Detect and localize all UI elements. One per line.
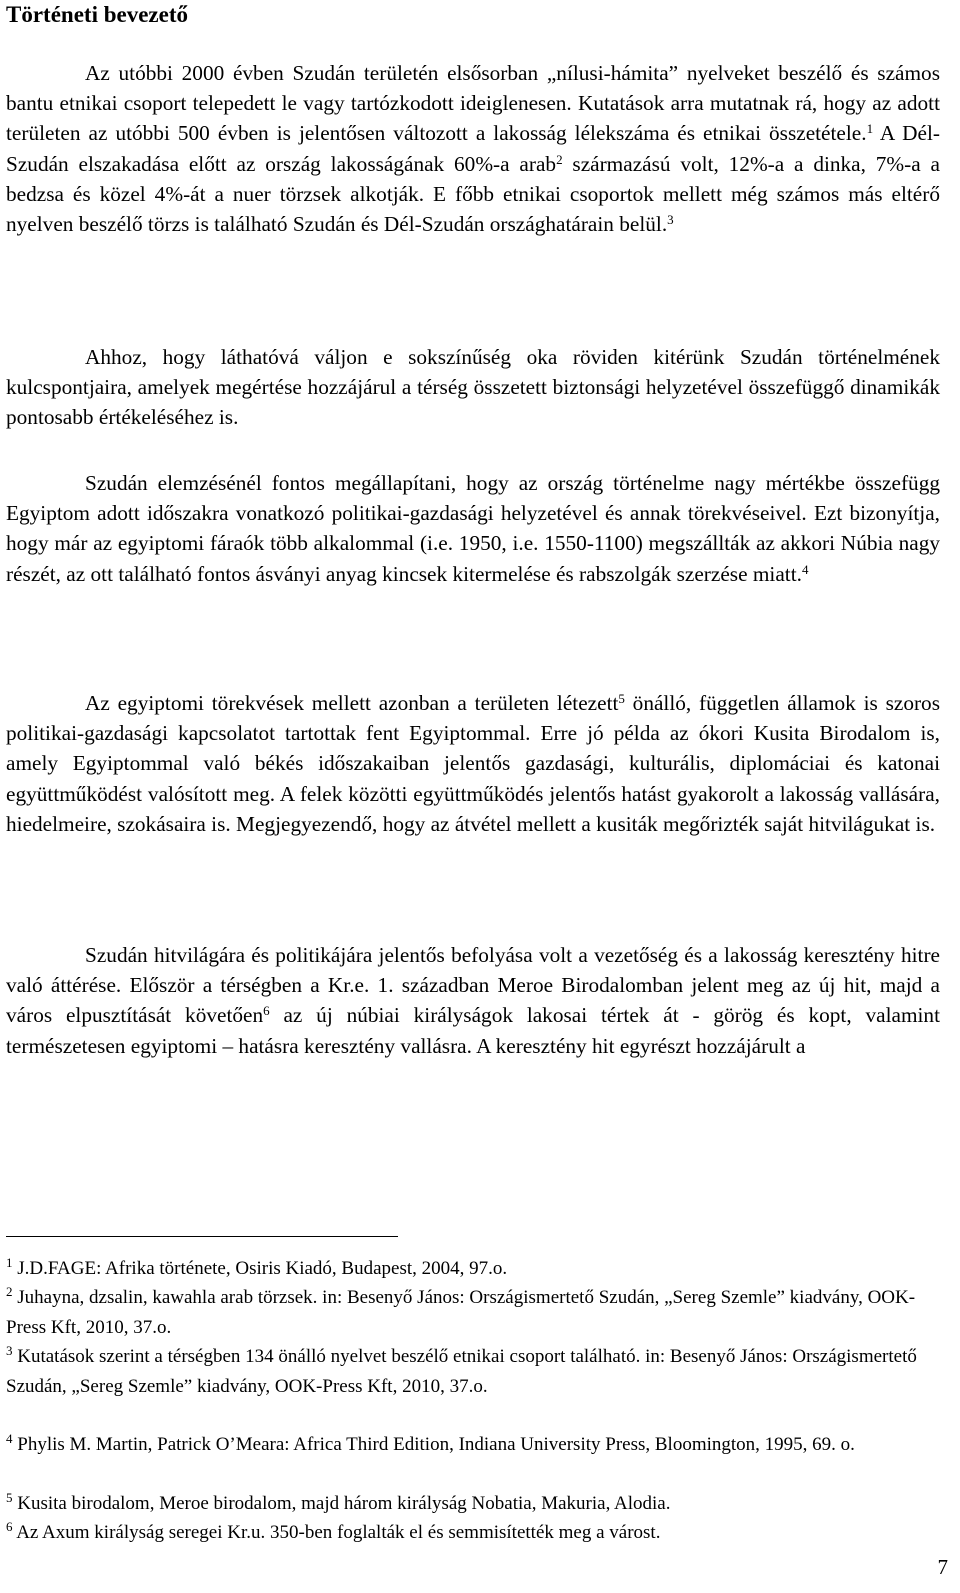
footnote-number: 1 bbox=[6, 1254, 13, 1270]
footnote-ref-5[interactable]: 5 bbox=[618, 690, 625, 706]
paragraph-text: Az utóbbi 2000 évben Szudán területén elsősorban „nílusi-hámita” nyelveket beszélő és számos bantu etnikai csoport telepedett le vagy tartózkodott ideiglenesen. Kutatások arra mutatnak rá, hogy az adott területen az utóbbi 500 évben is jelentősen változott a lakosság lélekszáma és etnikai összetétele. bbox=[6, 61, 940, 146]
section-heading: Történeti bevezető bbox=[6, 2, 189, 27]
footnote-3 bbox=[6, 1342, 930, 1401]
footnote-text: Kusita birodalom, Meroe birodalom, majd három királyság Nobatia, Makuria, Alodia. bbox=[17, 1493, 671, 1514]
footnote-number: 5 bbox=[6, 1489, 13, 1505]
paragraph-1 bbox=[6, 58, 940, 239]
paragraph-4 bbox=[6, 688, 940, 839]
footnote-text: Az Axum királyság seregei Kr.u. 350-ben foglalták el és semmisítették meg a várost. bbox=[16, 1522, 661, 1543]
paragraph-text: Az egyiptomi törekvések mellett azonban a területen létezett bbox=[85, 691, 619, 715]
footnote-ref-6[interactable]: 6 bbox=[263, 1003, 270, 1019]
footnote-5 bbox=[6, 1489, 930, 1519]
footnote-1 bbox=[6, 1254, 930, 1284]
paragraph-text: Szudán elemzésénél fontos megállapítani, hogy az ország történelme nagy mértékbe összefügg Egyiptom adott időszakra vonatkozó politikai-gazdasági helyzetével és annak törekvéseivel. Ezt bizonyítja, hogy már az egyiptomi fáraók több alkalommal (i.e. 1950, i.e. 1550-1100) megszállták az akkori Núbia nagy részét, az ott található fontos ásványi anyag kincsek kitermelése és rabszolgák szerzése miatt. bbox=[6, 471, 940, 586]
paragraph-text: Szudán hitvilágára és politikájára jelentős befolyása volt a vezetőség és a lakosság keresztény hitre való áttérése. Először a térségben a Kr.e. 1. században Meroe Birodalomban jelent meg az új hit, majd a város elpusztítását követően bbox=[6, 943, 940, 1028]
footnote-ref-1[interactable]: 1 bbox=[866, 121, 874, 137]
footnote-text: Juhayna, dzsalin, kawahla arab törzsek. in: Besenyő János: Országismertető Szudán, „Sereg Szemle” kiadvány, OOK-Press Kft, 2010, 37.o. bbox=[6, 1287, 916, 1338]
footnote-divider bbox=[6, 1236, 398, 1237]
paragraph-2 bbox=[6, 342, 940, 433]
page-number: 7 bbox=[937, 1555, 948, 1579]
paragraph-text: származású volt, 12%-a a dinka, 7%-a a bedzsa és közel 4%-át a nuer törzsek alkotják. E főbb etnikai csoportok mellett még számos más eltérő nyelven beszélő törzs is található Szudán és Dél-Szudán országhatárain belül. bbox=[6, 151, 940, 237]
footnote-number: 2 bbox=[6, 1283, 13, 1299]
paragraph-3 bbox=[6, 468, 940, 589]
footnote-text: Phylis M. Martin, Patrick O’Meara: Africa Third Edition, Indiana University Press, Bloomington, 1995, 69. o. bbox=[17, 1434, 855, 1455]
paragraph-5 bbox=[6, 940, 940, 1061]
footnote-number: 4 bbox=[6, 1430, 13, 1446]
footnote-4 bbox=[6, 1430, 930, 1460]
footnote-text: J.D.FAGE: Afrika története, Osiris Kiadó, Budapest, 2004, 97.o. bbox=[17, 1258, 508, 1279]
footnote-ref-2[interactable]: 2 bbox=[556, 151, 563, 167]
paragraph-text: A Dél-Szudán elszakadása előtt az ország lakosságának 60%-a arab bbox=[6, 121, 940, 176]
footnote-number: 6 bbox=[6, 1518, 13, 1534]
paragraph-text: önálló, független államok is szoros politikai-gazdasági kapcsolatot tartottak fent Egyiptommal. Erre jó példa az ókori Kusita Birodalom is, amely Egyiptommal való békés időszakaiban jelentős gazdasági, kulturális, diplomáciai és katonai együttműködést valósított meg. A felek közötti együttműködés jelentős hatást gyakorolt a lakosság vallására, hiedelmeire, szokásaira is. Megjegyezendő, hogy az átvétel mellett a kusiták megőrizték saját hitvilágukat is. bbox=[6, 691, 940, 836]
footnote-2 bbox=[6, 1283, 930, 1342]
footnote-number: 3 bbox=[6, 1342, 13, 1358]
paragraph-text: az új núbiai királyságok lakosai tértek át - görög és kopt, valamint természetesen egyiptomi – hatásra keresztény vallásra. A keresztény hit egyrészt hozzájárult a bbox=[6, 1003, 940, 1058]
paragraph-text: Ahhoz, hogy láthatóvá váljon e sokszínűség oka röviden kitérünk Szudán történelmének kulcspontjaira, amelyek megértése hozzájárul a térség összetett biztonsági helyzetével összefüggő dinamikák pontosabb értékeléséhez is. bbox=[6, 345, 940, 430]
footnote-text: Kutatások szerint a térségben 134 önálló nyelvet beszélő etnikai csoport található. in: Besenyő János: Országismertető Szudán, „Sereg Szemle” kiadvány, OOK-Press Kft, 2010, 37.o. bbox=[6, 1346, 917, 1397]
footnote-6 bbox=[6, 1518, 930, 1548]
footnote-ref-4[interactable]: 4 bbox=[801, 561, 809, 577]
footnote-ref-3[interactable]: 3 bbox=[667, 211, 674, 227]
